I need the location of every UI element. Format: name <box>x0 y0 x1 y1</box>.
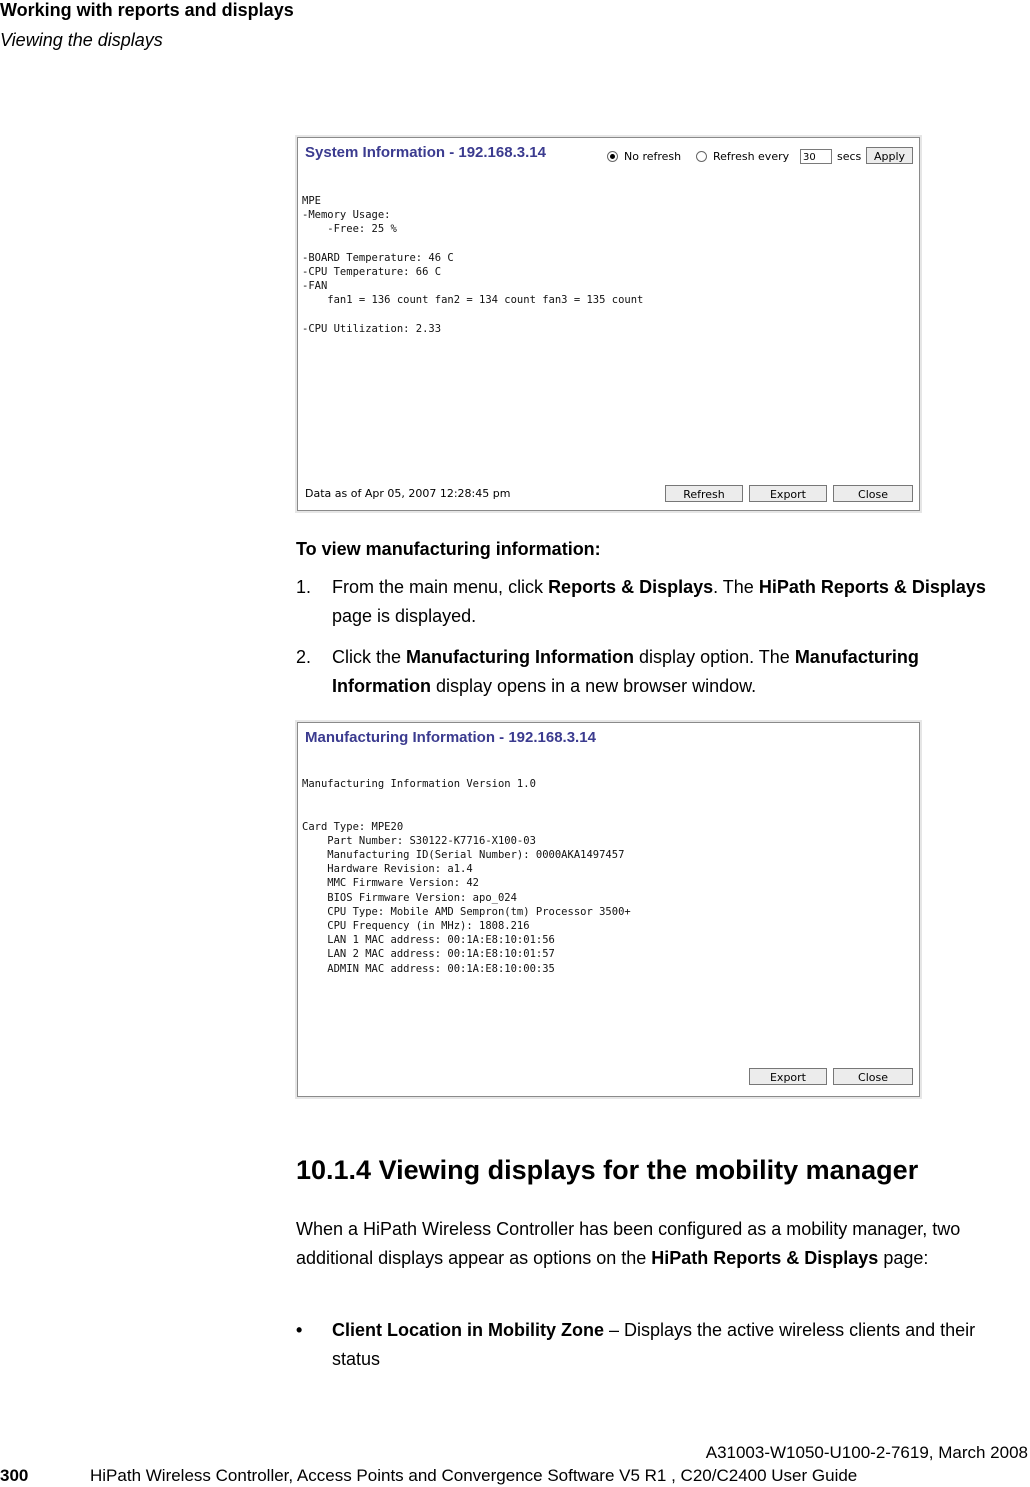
system-information-window <box>297 137 920 511</box>
bullet-text <box>332 1316 1028 1374</box>
bullet-term: Client Location in Mobility Zone <box>332 1320 604 1340</box>
export-button[interactable]: Export <box>749 485 827 502</box>
system-info-content: MPE -Memory Usage: -Free: 25 % -BOARD Temperature: 46 C -CPU Temperature: 66 C -FAN fan1 = 136 count fan2 = 134 count fan3 = 135 count -CPU Utilization: 2.33 <box>302 195 644 335</box>
refresh-every-label: Refresh every <box>713 150 790 163</box>
footer-title: HiPath Wireless Controller, Access Points and Convergence Software V5 R1 , C20/C2400 User Guide <box>90 1466 858 1485</box>
section-paragraph <box>296 1215 1028 1273</box>
step-ui-term: HiPath Reports & Displays <box>758 577 986 597</box>
step-text <box>332 573 1022 631</box>
refresh-button[interactable]: Refresh <box>665 485 743 502</box>
secs-label: secs <box>837 150 862 163</box>
section-heading: 10.1.4 Viewing displays for the mobility manager <box>296 1155 919 1185</box>
step-text-part: From the main menu, click <box>332 577 549 597</box>
procedure-step-2 <box>296 643 1016 701</box>
window-title <box>305 144 546 161</box>
apply-button[interactable]: Apply <box>866 147 913 164</box>
data-timestamp: Data as of Apr 05, 2007 12:28:45 pm <box>305 487 511 500</box>
step-number: 1. <box>296 577 312 597</box>
export-button[interactable]: Export <box>749 1068 827 1085</box>
step-ui-term: Manufacturing Information <box>332 647 919 696</box>
step-ui-term: Reports & Displays <box>548 577 714 597</box>
bullet-mark: • <box>296 1320 303 1340</box>
window-title-ip: - 192.168.3.14 <box>445 144 546 161</box>
step-number: 2. <box>296 647 312 667</box>
procedure-title: To view manufacturing information: <box>296 539 601 559</box>
footer-doc-id: A31003-W1050-U100-2-7619, March 2008 <box>705 1443 1028 1462</box>
refresh-every-radio[interactable] <box>696 151 707 162</box>
window-title-text: Manufacturing Information <box>305 729 495 746</box>
footer-page-number: 300 <box>0 1466 29 1485</box>
running-header-title: Working with reports and displays <box>0 0 294 20</box>
window-title-text: System Information <box>305 144 446 161</box>
procedure-step-1 <box>296 573 1016 631</box>
close-button[interactable]: Close <box>833 1068 913 1085</box>
paragraph-text: When a HiPath Wireless Controller has been configured as a mobility manager, two additional displays appear as options on the <box>296 1219 961 1268</box>
step-text <box>332 643 1022 701</box>
refresh-interval-input[interactable]: 30 <box>800 149 832 164</box>
step-text-part: page is displayed. <box>332 606 477 626</box>
paragraph-text: page: <box>878 1248 929 1268</box>
paragraph-ui-term: HiPath Reports & Displays <box>651 1248 879 1268</box>
step-text-part: Click the <box>332 647 407 667</box>
manufacturing-information-window <box>297 722 920 1097</box>
no-refresh-radio[interactable] <box>607 151 618 162</box>
step-text-part: display opens in a new browser window. <box>431 676 757 696</box>
bullet-description: – Displays the active wireless clients and their status <box>332 1320 976 1369</box>
no-refresh-label: No refresh <box>624 150 682 163</box>
window-title <box>305 729 596 746</box>
step-text-part: . The <box>713 577 759 597</box>
step-text-part: display option. The <box>634 647 795 667</box>
step-ui-term: Manufacturing Information <box>406 647 635 667</box>
running-header-subtitle: Viewing the displays <box>0 30 163 50</box>
close-button[interactable]: Close <box>833 485 913 502</box>
manufacturing-info-content: Manufacturing Information Version 1.0 Card Type: MPE20 Part Number: S30122-K7716-X100-03 Manufacturing ID(Serial Number): 0000AKA1497457 Hardware Revision: a1.4 MMC Firmware Version: 42 BIOS Firmware Version: apo_024 CPU Type: Mobile AMD Sempron(tm) Processor 3500+ CPU Frequency (in MHz): 1808.216 LAN 1 MAC address: 00:1A:E8:10:01:56 LAN 2 MAC address: 00:1A:E8:10:01:57 ADMIN MAC address: 00:1A:E8:10:00:35 <box>302 778 631 975</box>
window-title-ip: - 192.168.3.14 <box>495 729 596 746</box>
